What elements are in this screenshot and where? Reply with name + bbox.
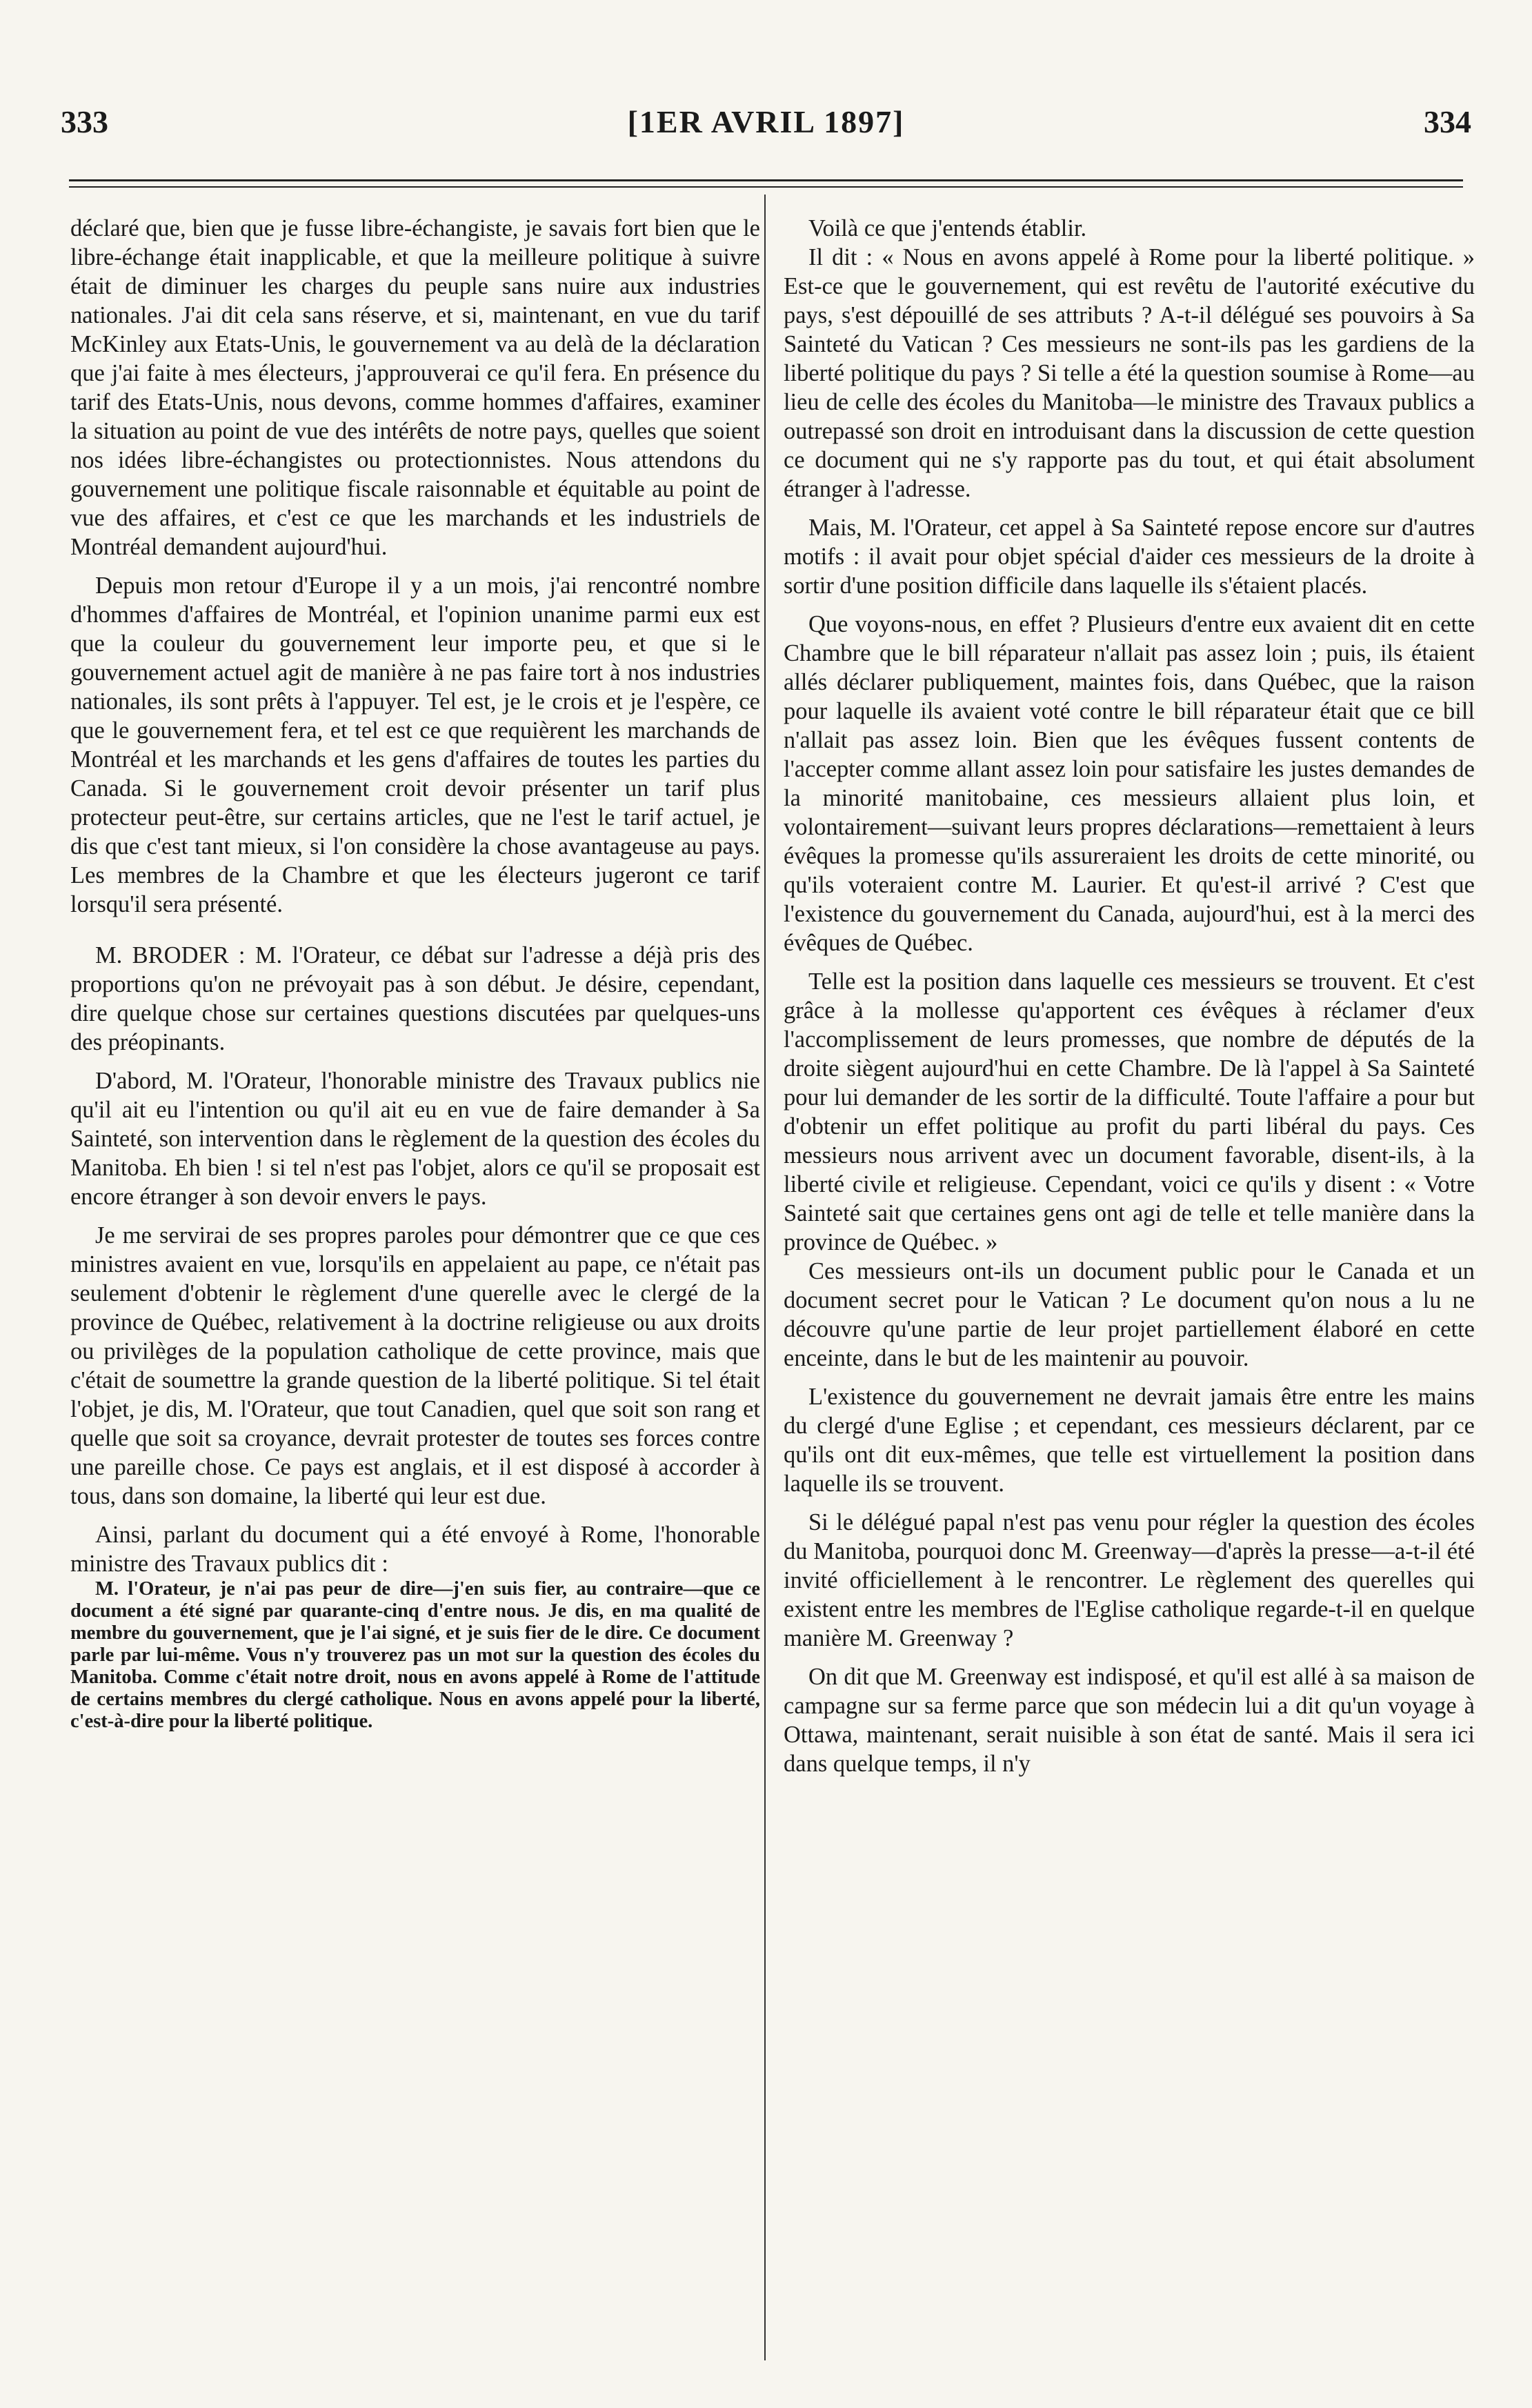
page-header bbox=[61, 103, 1471, 145]
block-quote: M. l'Orateur, je n'ai pas peur de dire—j'en suis fier, au contraire—que ce document a été signé par quarante-cinq d'entre nous. Je dis, en ma qualité de membre du gouvernement, que je l'ai signé, et je suis fier de le dire. Ce document parle par lui-même. Vous n'y trouverez pas un mot sur la question des écoles du Manitoba. Comme c'était notre droit, nous en avons appelé à Rome de l'attitude de certains membres du clergé catholique. Nous en avons appelé pour la liberté, c'est-à-dire pour la liberté politique. bbox=[70, 1578, 760, 1732]
paragraph: Ainsi, parlant du document qui a été envoyé à Rome, l'honorable ministre des Travaux publics dit : bbox=[70, 1522, 760, 1577]
speaker-paragraph: M. BRODER : M. l'Orateur, ce débat sur l'adresse a déjà pris des proportions qu'on ne prévoyait pas à son début. Je désire, cependant, dire quelque chose sur certaines questions discutées par quelques-uns des préopinants. bbox=[70, 942, 760, 1055]
paragraph: Que voyons-nous, en effet ? Plusieurs d'entre eux avaient dit en cette Chambre que le bill réparateur n'allait pas assez loin ; puis, ils étaient allés déclarer publiquement, maintes fois, dans Québec, que la raison pour laquelle ils avaient voté contre le bill réparateur était que ce bill n'allait pas assez loin. Bien que les évêques fussent contents de l'accepter comme allant assez loin pour satisfaire les justes demandes de la minorité manitobaine, ces messieurs allaient plus loin, et volontairement—suivant leurs propres déclarations—remettaient à leurs évêques la promesse qu'ils assureraient les droits de cette minorité, ou qu'ils voteraient contre M. Laurier. Et qu'est-il arrivé ? C'est que l'existence du gouvernement du Canada, aujourd'hui, est à la merci des évêques de Québec. bbox=[784, 611, 1475, 956]
paragraph: Depuis mon retour d'Europe il y a un mois, j'ai rencontré nombre d'hommes d'affaires de Montréal, et l'opinion unanime parmi eux est que la couleur du gouvernement leur importe peu, et que si le gouvernement actuel agit de manière à ne pas faire tort à nos industries nationales, ils sont prêts à l'appuyer. Tel est, je le crois et je l'espère, ce que le gouvernement fera, et tel est ce que requièrent les marchands de Montréal et les marchands et les gens d'affaires de toutes les parties du Canada. Si le gouvernement croit devoir présenter un tarif plus protecteur peut-être, sur certains articles, que ne l'est le tarif actuel, je dis que c'est tant mieux, si l'on considère la chose avantageuse au pays. Les membres de la Chambre et que les électeurs jugeront ce tarif lorsqu'il sera présenté. bbox=[70, 573, 760, 917]
column-divider bbox=[764, 195, 766, 2360]
left-page-number: 333 bbox=[61, 104, 108, 139]
header-rule-top bbox=[69, 179, 1463, 181]
right-column bbox=[784, 214, 1475, 1778]
paragraph: Je me servirai de ses propres paroles pour démontrer que ce que ces ministres avaient en vue, lorsqu'ils en appelaient au pape, ce n'était pas seulement d'obtenir le règlement d'une querelle avec le clergé de la province de Québec, relativement à la doctrine religieuse ou aux droits ou privilèges de la population catholique de cette province, mais que c'était de soumettre la grande question de la liberté politique. Si tel était l'objet, je dis, M. l'Orateur, que tout Canadien, quel que soit son rang et quelle que soit sa croyance, devrait protester de toutes ses forces contre une pareille chose. Ce pays est anglais, et il est disposé à accorder à tous, dans son domaine, la liberté qui leur est due. bbox=[70, 1222, 760, 1509]
right-page-number: 334 bbox=[1424, 104, 1471, 139]
header-rule-bottom bbox=[69, 186, 1463, 188]
paragraph: Ces messieurs ont-ils un document public pour le Canada et un document secret pour le Vatican ? Le document qu'on nous a lu ne découvre qu'une partie de leur projet partiellement élaboré en cette enceinte, dans le but de les maintenir au pouvoir. bbox=[784, 1258, 1475, 1371]
paragraph: D'abord, M. l'Orateur, l'honorable ministre des Travaux publics nie qu'il ait eu l'intention ou qu'il ait eu en vue de faire demander à Sa Sainteté, son intervention dans le règlement de la question des écoles du Manitoba. Eh bien ! si tel n'est pas l'objet, alors ce qu'il se proposait est encore étranger à son devoir envers le pays. bbox=[70, 1068, 760, 1210]
header-date: [1ER AVRIL 1897] bbox=[627, 104, 905, 139]
paragraph: Si le délégué papal n'est pas venu pour régler la question des écoles du Manitoba, pourquoi donc M. Greenway—d'après la presse—a-t-il été invité officiellement à le rencontrer. Le règlement des querelles qui existent entre les membres de l'Eglise catholique regarde-t-il en quelque manière M. Greenway ? bbox=[784, 1509, 1475, 1651]
paragraph: Mais, M. l'Orateur, cet appel à Sa Sainteté repose encore sur d'autres motifs : il avait pour objet spécial d'aider ces messieurs de la droite à sortir d'une position difficile dans laquelle ils s'étaient placés. bbox=[784, 515, 1475, 599]
paragraph: déclaré que, bien que je fusse libre-échangiste, je savais fort bien que le libre-échange était inapplicable, et que la meilleure politique à suivre était de diminuer les charges du peuple sans nuire aux industries nationales. J'ai dit cela sans réserve, et si, maintenant, en vue du tarif McKinley aux Etats-Unis, le gouvernement va au delà de la déclaration que j'ai faite à mes électeurs, j'approuverai ce qu'il fera. En présence du tarif des Etats-Unis, nous devons, comme hommes d'affaires, examiner la situation au point de vue des intérêts de notre pays, quelles que soient nos idées libre-échangistes ou protectionnistes. Nous attendons du gouvernement une politique fiscale raisonnable et équitable au point de vue des affaires, et c'est ce que les marchands et les industriels de Montréal demandent aujourd'hui. bbox=[70, 215, 760, 560]
left-column bbox=[70, 214, 760, 1733]
paragraph: On dit que M. Greenway est indisposé, et qu'il est allé à sa maison de campagne sur sa ferme parce que son médecin lui a dit qu'un voyage à Ottawa, maintenant, serait nuisible à son état de santé. Mais il sera ici dans quelque temps, il n'y bbox=[784, 1664, 1475, 1777]
paragraph: Il dit : « Nous en avons appelé à Rome pour la liberté politique. » Est-ce que le gouvernement, qui est revêtu de l'autorité exécutive du pays, s'est dépouillé de ses attributs ? A-t-il délégué ses pouvoirs à Sa Sainteté du Vatican ? Ces messieurs ne sont-ils pas les gardiens de la liberté politique du pays ? Si telle a été la question soumise à Rome—au lieu de celle des écoles du Manitoba—le ministre des Travaux publics a outrepassé son droit en introduisant dans la discussion de cette question ce document qui ne s'y rapporte pas du tout, et qui était absolument étranger à l'adresse. bbox=[784, 244, 1475, 502]
paragraph: L'existence du gouvernement ne devrait jamais être entre les mains du clergé d'une Eglise ; et cependant, ces messieurs déclarent, par ce qu'ils ont dit eux-mêmes, que telle est virtuellement la position dans laquelle ils se trouvent. bbox=[784, 1384, 1475, 1497]
paragraph: Voilà ce que j'entends établir. bbox=[808, 215, 1087, 241]
paragraph: Telle est la position dans laquelle ces messieurs se trouvent. Et c'est grâce à la mollesse qu'apportent ces évêques à réclamer d'eux l'accomplissement de leurs promesses, que nombre de députés de la droite siègent aujourd'hui en cette Chambre. De là l'appel à Sa Sainteté pour lui demander de les sortir de la difficulté. Toute l'affaire a pour but d'obtenir un effet politique au profit du parti libéral du pays. Ces messieurs nous arrivent avec un document favorable, disent-ils, à la liberté civile et religieuse. Cependant, voici ce qu'ils y disent : « Votre Sainteté sait que certaines gens ont agi de telle et telle manière dans la province de Québec. » bbox=[784, 968, 1475, 1255]
